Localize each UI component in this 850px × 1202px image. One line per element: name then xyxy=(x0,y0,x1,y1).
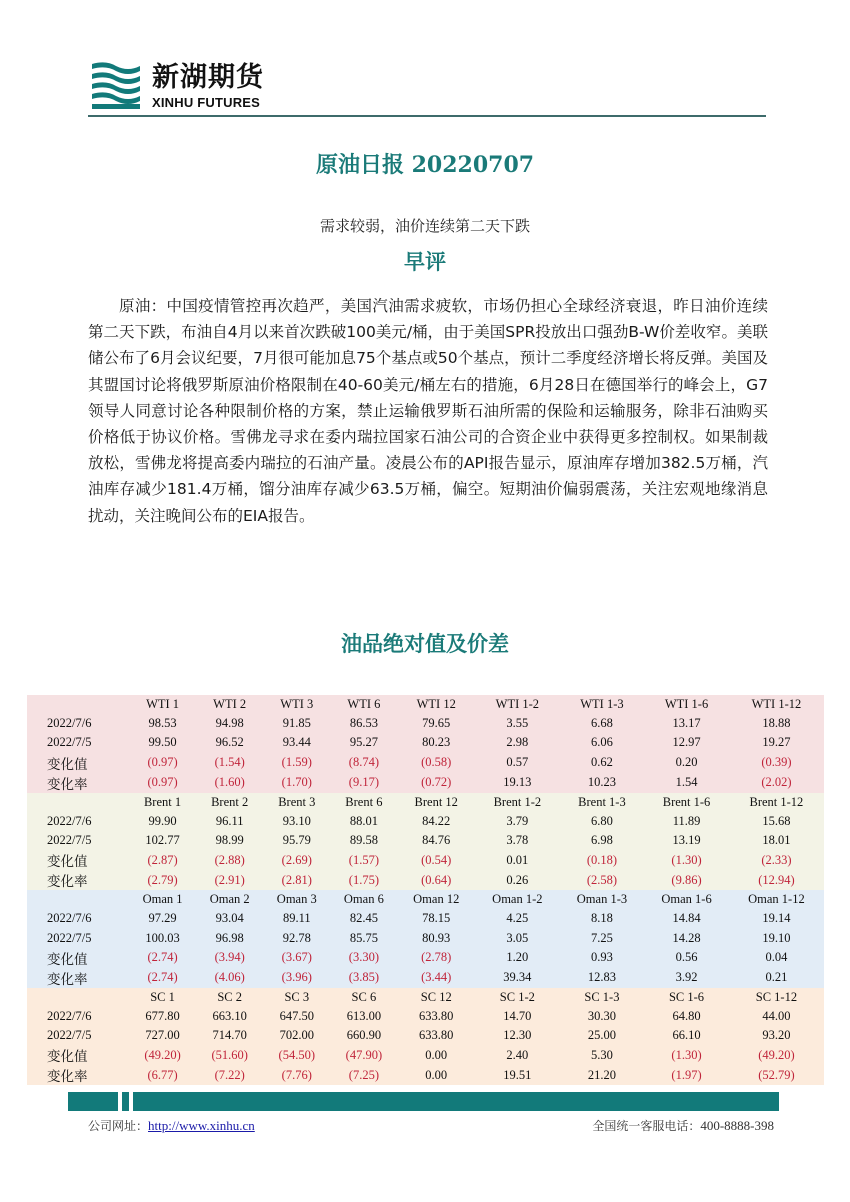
table-cell: (0.72) xyxy=(397,773,475,793)
table-cell: 19.13 xyxy=(475,773,560,793)
report-title: 原油日报 20220707 xyxy=(315,152,535,178)
row-label: 变化率 xyxy=(27,773,129,793)
table-cell: 96.98 xyxy=(196,929,263,948)
table-cell: (2.91) xyxy=(196,870,263,890)
column-header: Oman 2 xyxy=(196,890,263,909)
table-cell: 613.00 xyxy=(330,1007,397,1026)
column-header: Oman 3 xyxy=(263,890,330,909)
table-row xyxy=(27,1007,824,1026)
row-label: 2022/7/6 xyxy=(27,714,129,733)
table-cell: (1.60) xyxy=(196,773,263,793)
table-cell: (3.30) xyxy=(330,948,397,968)
column-header: SC 1-6 xyxy=(644,988,729,1007)
table-row xyxy=(27,733,824,752)
column-header: Oman 1-6 xyxy=(644,890,729,909)
footer-hotline xyxy=(592,1117,774,1134)
column-header: WTI 2 xyxy=(196,695,263,714)
table-cell: 88.01 xyxy=(330,812,397,831)
table-cell: (2.78) xyxy=(397,948,475,968)
header xyxy=(88,60,768,116)
column-header: Oman 1-2 xyxy=(475,890,560,909)
table-cell: 86.53 xyxy=(330,714,397,733)
table-cell: (4.06) xyxy=(196,968,263,988)
table-cell: (3.85) xyxy=(330,968,397,988)
row-label: 变化率 xyxy=(27,968,129,988)
website-label: 公司网址： xyxy=(88,1119,149,1133)
table-cell: 39.34 xyxy=(475,968,560,988)
column-header: WTI 1-6 xyxy=(644,695,729,714)
row-label: 变化率 xyxy=(27,870,129,890)
table-cell: (3.44) xyxy=(397,968,475,988)
row-label: 变化值 xyxy=(27,948,129,968)
table-cell: 95.79 xyxy=(263,831,330,850)
table-cell: (0.97) xyxy=(129,773,196,793)
table-cell: 3.78 xyxy=(475,831,560,850)
column-header: SC 6 xyxy=(330,988,397,1007)
table-cell: (2.58) xyxy=(560,870,645,890)
table-cell: 89.11 xyxy=(263,909,330,928)
table-cell: (2.69) xyxy=(263,850,330,870)
table-cell: 0.62 xyxy=(560,753,645,773)
table-cell: (2.74) xyxy=(129,948,196,968)
table-cell: 14.70 xyxy=(475,1007,560,1026)
table-cell: (54.50) xyxy=(263,1045,330,1065)
table-cell: 647.50 xyxy=(263,1007,330,1026)
table-cell: 21.20 xyxy=(560,1065,645,1085)
table-cell: (51.60) xyxy=(196,1045,263,1065)
table-cell: (3.96) xyxy=(263,968,330,988)
table-cell: 0.56 xyxy=(644,948,729,968)
column-header: SC 1-2 xyxy=(475,988,560,1007)
row-label: 变化率 xyxy=(27,1065,129,1085)
header-blank-cell xyxy=(27,793,129,812)
column-header: WTI 12 xyxy=(397,695,475,714)
table-cell: 0.26 xyxy=(475,870,560,890)
column-header: Brent 1-3 xyxy=(560,793,645,812)
table-cell: 1.54 xyxy=(644,773,729,793)
table-cell: (9.17) xyxy=(330,773,397,793)
table-row xyxy=(27,870,824,890)
table-cell: 84.76 xyxy=(397,831,475,850)
row-label: 2022/7/5 xyxy=(27,929,129,948)
table-cell: 82.45 xyxy=(330,909,397,928)
table-cell: 99.90 xyxy=(129,812,196,831)
table-cell: (2.74) xyxy=(129,968,196,988)
table-cell: (1.70) xyxy=(263,773,330,793)
table-cell: 660.90 xyxy=(330,1026,397,1045)
table-cell: 92.78 xyxy=(263,929,330,948)
report-subtitle: 需求较弱，油价连续第二天下跌 xyxy=(319,217,530,235)
row-label: 2022/7/5 xyxy=(27,831,129,850)
table-cell: (49.20) xyxy=(129,1045,196,1065)
table-cell: 96.52 xyxy=(196,733,263,752)
table-cell: (0.39) xyxy=(729,753,824,773)
table-cell: (49.20) xyxy=(729,1045,824,1065)
logo-english-text: XINHU FUTURES xyxy=(152,95,261,110)
table-cell: 0.57 xyxy=(475,753,560,773)
table-row xyxy=(27,753,824,773)
table-cell: 0.01 xyxy=(475,850,560,870)
table-cell: 97.29 xyxy=(129,909,196,928)
column-header: WTI 1 xyxy=(129,695,196,714)
table-cell: 98.99 xyxy=(196,831,263,850)
table-cell: 18.88 xyxy=(729,714,824,733)
table-cell: 79.65 xyxy=(397,714,475,733)
table-cell: (1.30) xyxy=(644,850,729,870)
table-cell: 25.00 xyxy=(560,1026,645,1045)
table-cell: 14.84 xyxy=(644,909,729,928)
footer-website xyxy=(88,1117,255,1134)
table-cell: 96.11 xyxy=(196,812,263,831)
row-label: 变化值 xyxy=(27,1045,129,1065)
hotline-number: 400-8888-398 xyxy=(700,1118,774,1133)
section-heading-price-spread: 油品绝对值及价差 xyxy=(341,632,509,656)
table-row xyxy=(27,948,824,968)
table-cell: (1.57) xyxy=(330,850,397,870)
table-cell: 6.98 xyxy=(560,831,645,850)
table-cell: 78.15 xyxy=(397,909,475,928)
table-cell: 80.93 xyxy=(397,929,475,948)
table-cell: 714.70 xyxy=(196,1026,263,1045)
table-row xyxy=(27,1065,824,1085)
table-cell: 2.40 xyxy=(475,1045,560,1065)
table-cell: (0.64) xyxy=(397,870,475,890)
table-cell: 3.55 xyxy=(475,714,560,733)
table-cell: 0.20 xyxy=(644,753,729,773)
header-blank-cell xyxy=(27,890,129,909)
table-header-row xyxy=(27,890,824,909)
table-cell: 93.20 xyxy=(729,1026,824,1045)
table-cell: (0.54) xyxy=(397,850,475,870)
table-cell: 30.30 xyxy=(560,1007,645,1026)
table-cell: 3.79 xyxy=(475,812,560,831)
table-cell: (52.79) xyxy=(729,1065,824,1085)
column-header: Brent 1-6 xyxy=(644,793,729,812)
column-header: WTI 1-3 xyxy=(560,695,645,714)
column-header: Brent 1 xyxy=(129,793,196,812)
table-cell: 2.98 xyxy=(475,733,560,752)
website-link[interactable]: http://www.xinhu.cn xyxy=(148,1118,255,1133)
row-label: 2022/7/6 xyxy=(27,1007,129,1026)
table-cell: 89.58 xyxy=(330,831,397,850)
table-cell: 13.19 xyxy=(644,831,729,850)
table-cell: 91.85 xyxy=(263,714,330,733)
table-row xyxy=(27,773,824,793)
table-row xyxy=(27,831,824,850)
morning-review-paragraph: 原油：中国疫情管控再次趋严，美国汽油需求疲软，市场仍担心全球经济衰退，昨日油价连续第二天下跌，布油自4月以来首次跌破100美元/桶，由于美国SPR投放出口强劲B-W价差收窄。美联储公布了6月会议纪要，7月很可能加息75个基点或50个基点，预计二季度经济增长将反弹。美国及其盟国讨论将俄罗斯原油价格限制在40-60美元/桶左右的措施，6月28日在德国举行的峰会上，G7领导人同意讨论各种限制价格的方案，禁止运输俄罗斯石油所需的保险和运输服务，除非石油购买价格低于协议价格。雪佛龙寻求在委内瑞拉国家石油公司的合资企业中获得更多控制权。如果制裁放松，雪佛龙将提高委内瑞拉的石油产量。凌晨公布的API报告显示，原油库存增加382.5万桶，汽油库存减少181.4万桶，馏分油库存减少63.5万桶，偏空。短期油价偏弱震荡，关注宏观地缘消息扰动，关注晚间公布的EIA报告。 xyxy=(88,297,768,525)
logo-chinese-text: 新湖期货 xyxy=(152,62,264,93)
table-cell: 6.68 xyxy=(560,714,645,733)
table-cell: 0.00 xyxy=(397,1065,475,1085)
table-cell: (0.18) xyxy=(560,850,645,870)
table-cell: 19.14 xyxy=(729,909,824,928)
table-cell: 98.53 xyxy=(129,714,196,733)
table-row xyxy=(27,909,824,928)
table-cell: 66.10 xyxy=(644,1026,729,1045)
hotline-label: 全国统一客服电话： xyxy=(592,1119,701,1133)
table-cell: (2.87) xyxy=(129,850,196,870)
column-header: WTI 1-2 xyxy=(475,695,560,714)
table-cell: (47.90) xyxy=(330,1045,397,1065)
table-cell: (7.76) xyxy=(263,1065,330,1085)
table-header-row xyxy=(27,793,824,812)
table-cell: (0.58) xyxy=(397,753,475,773)
footer-bar-segment xyxy=(68,1092,118,1111)
table-cell: 0.00 xyxy=(397,1045,475,1065)
table-row xyxy=(27,968,824,988)
table-cell: 13.17 xyxy=(644,714,729,733)
column-header: WTI 3 xyxy=(263,695,330,714)
table-cell: 12.30 xyxy=(475,1026,560,1045)
table-cell: 19.51 xyxy=(475,1065,560,1085)
table-cell: 727.00 xyxy=(129,1026,196,1045)
table-cell: 93.10 xyxy=(263,812,330,831)
table-cell: 14.28 xyxy=(644,929,729,948)
table-row xyxy=(27,1026,824,1045)
table-cell: 15.68 xyxy=(729,812,824,831)
column-header: Oman 1-3 xyxy=(560,890,645,909)
column-header: WTI 6 xyxy=(330,695,397,714)
table-row xyxy=(27,929,824,948)
table-cell: 702.00 xyxy=(263,1026,330,1045)
table-cell: 12.97 xyxy=(644,733,729,752)
table-cell: 95.27 xyxy=(330,733,397,752)
table-cell: 102.77 xyxy=(129,831,196,850)
row-label: 2022/7/5 xyxy=(27,1026,129,1045)
table-cell: (1.30) xyxy=(644,1045,729,1065)
table-cell: 10.23 xyxy=(560,773,645,793)
table-cell: (7.22) xyxy=(196,1065,263,1085)
table-row xyxy=(27,850,824,870)
column-header: SC 1-3 xyxy=(560,988,645,1007)
table-cell: (12.94) xyxy=(729,870,824,890)
table-cell: 1.20 xyxy=(475,948,560,968)
column-header: Brent 12 xyxy=(397,793,475,812)
footer-bar-segment xyxy=(122,1092,129,1111)
table-cell: (1.75) xyxy=(330,870,397,890)
column-header: SC 1 xyxy=(129,988,196,1007)
row-label: 2022/7/5 xyxy=(27,733,129,752)
table-cell: 677.80 xyxy=(129,1007,196,1026)
table-cell: (1.54) xyxy=(196,753,263,773)
table-cell: 19.10 xyxy=(729,929,824,948)
table-cell: 18.01 xyxy=(729,831,824,850)
table-cell: (2.79) xyxy=(129,870,196,890)
column-header: Oman 1-12 xyxy=(729,890,824,909)
table-cell: (2.88) xyxy=(196,850,263,870)
table-cell: 44.00 xyxy=(729,1007,824,1026)
column-header: Oman 12 xyxy=(397,890,475,909)
column-header: SC 3 xyxy=(263,988,330,1007)
table-cell: (9.86) xyxy=(644,870,729,890)
header-blank-cell xyxy=(27,695,129,714)
table-row xyxy=(27,812,824,831)
xinhu-logo-icon xyxy=(88,60,144,112)
table-cell: (2.81) xyxy=(263,870,330,890)
table-cell: (2.33) xyxy=(729,850,824,870)
row-label: 变化值 xyxy=(27,850,129,870)
table-cell: 93.44 xyxy=(263,733,330,752)
table-cell: 6.80 xyxy=(560,812,645,831)
row-label: 2022/7/6 xyxy=(27,909,129,928)
table-cell: 6.06 xyxy=(560,733,645,752)
column-header: Oman 1 xyxy=(129,890,196,909)
table-row xyxy=(27,1045,824,1065)
table-cell: 663.10 xyxy=(196,1007,263,1026)
table-cell: (8.74) xyxy=(330,753,397,773)
table-cell: 3.92 xyxy=(644,968,729,988)
table-cell: (7.25) xyxy=(330,1065,397,1085)
column-header: SC 2 xyxy=(196,988,263,1007)
table-cell: 3.05 xyxy=(475,929,560,948)
table-cell: (1.97) xyxy=(644,1065,729,1085)
footer-bar-segment xyxy=(133,1092,779,1111)
header-divider xyxy=(88,115,766,117)
table-cell: 633.80 xyxy=(397,1026,475,1045)
table-cell: (2.02) xyxy=(729,773,824,793)
table-cell: 100.03 xyxy=(129,929,196,948)
table-row xyxy=(27,714,824,733)
table-cell: 99.50 xyxy=(129,733,196,752)
table-cell: 19.27 xyxy=(729,733,824,752)
table-cell: 633.80 xyxy=(397,1007,475,1026)
table-cell: 80.23 xyxy=(397,733,475,752)
table-cell: 11.89 xyxy=(644,812,729,831)
table-cell: 93.04 xyxy=(196,909,263,928)
column-header: WTI 1-12 xyxy=(729,695,824,714)
table-cell: 94.98 xyxy=(196,714,263,733)
section-heading-morning-review: 早评 xyxy=(404,250,446,274)
table-cell: 64.80 xyxy=(644,1007,729,1026)
table-cell: 7.25 xyxy=(560,929,645,948)
row-label: 2022/7/6 xyxy=(27,812,129,831)
column-header: Brent 1-2 xyxy=(475,793,560,812)
table-cell: 12.83 xyxy=(560,968,645,988)
column-header: Brent 6 xyxy=(330,793,397,812)
header-blank-cell xyxy=(27,988,129,1007)
table-cell: (3.67) xyxy=(263,948,330,968)
row-label: 变化值 xyxy=(27,753,129,773)
table-cell: 5.30 xyxy=(560,1045,645,1065)
column-header: Brent 1-12 xyxy=(729,793,824,812)
table-cell: 0.04 xyxy=(729,948,824,968)
table-header-row xyxy=(27,988,824,1007)
column-header: SC 1-12 xyxy=(729,988,824,1007)
column-header: Brent 2 xyxy=(196,793,263,812)
table-cell: 84.22 xyxy=(397,812,475,831)
table-cell: (3.94) xyxy=(196,948,263,968)
column-header: Oman 6 xyxy=(330,890,397,909)
table-cell: (6.77) xyxy=(129,1065,196,1085)
table-cell: 0.93 xyxy=(560,948,645,968)
table-cell: (1.59) xyxy=(263,753,330,773)
table-cell: (0.97) xyxy=(129,753,196,773)
table-cell: 0.21 xyxy=(729,968,824,988)
table-cell: 4.25 xyxy=(475,909,560,928)
column-header: SC 12 xyxy=(397,988,475,1007)
table-cell: 8.18 xyxy=(560,909,645,928)
oil-price-spread-table xyxy=(27,695,824,1085)
table-header-row xyxy=(27,695,824,714)
table-cell: 85.75 xyxy=(330,929,397,948)
column-header: Brent 3 xyxy=(263,793,330,812)
